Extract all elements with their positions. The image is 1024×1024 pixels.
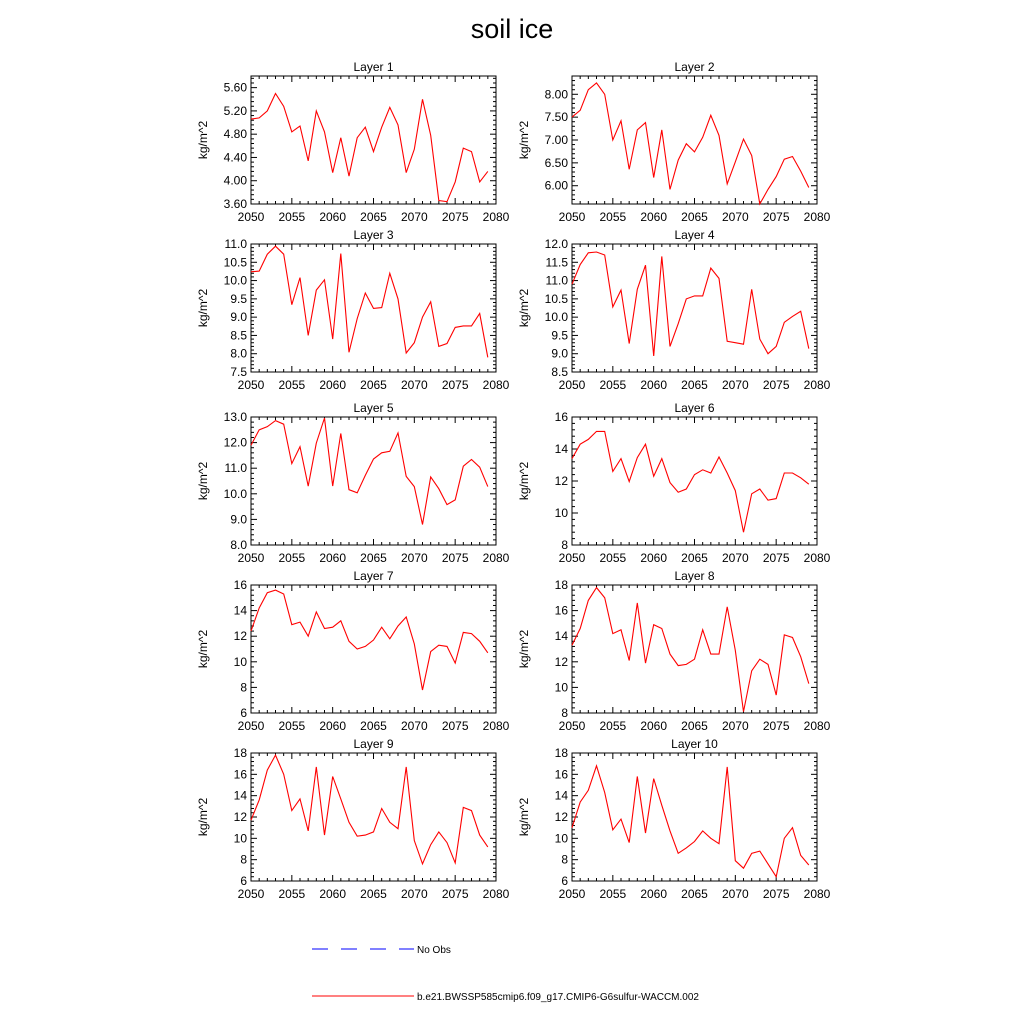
plot-frame bbox=[572, 417, 817, 545]
x-tick-label: 2065 bbox=[360, 378, 387, 392]
y-tick-label: 8 bbox=[561, 538, 568, 552]
y-tick-label: 18 bbox=[554, 578, 568, 592]
legend-label-no-obs: No Obs bbox=[417, 945, 451, 956]
x-tick-label: 2050 bbox=[558, 210, 586, 224]
y-tick-label: 8.0 bbox=[230, 346, 247, 361]
x-tick-label: 2080 bbox=[482, 378, 510, 392]
x-tick-label: 2055 bbox=[599, 551, 627, 565]
x-tick-label: 2065 bbox=[681, 887, 708, 901]
plot-frame bbox=[251, 76, 496, 204]
y-tick-label: 16 bbox=[554, 410, 568, 424]
x-tick-label: 2080 bbox=[803, 210, 831, 224]
panel-title: Layer 6 bbox=[674, 401, 715, 415]
x-tick-label: 2060 bbox=[319, 210, 347, 224]
x-tick-label: 2065 bbox=[681, 719, 708, 733]
y-axis-label: kg/m^2 bbox=[196, 797, 210, 837]
y-tick-label: 12.0 bbox=[544, 237, 568, 251]
y-tick-label: 10.0 bbox=[223, 273, 247, 288]
y-tick-label: 8 bbox=[240, 852, 247, 867]
y-tick-label: 18 bbox=[233, 746, 247, 760]
y-tick-label: 3.60 bbox=[223, 197, 247, 211]
y-tick-label: 12 bbox=[554, 810, 568, 824]
x-tick-label: 2050 bbox=[558, 719, 586, 733]
x-tick-label: 2065 bbox=[360, 719, 387, 733]
y-axis-label: kg/m^2 bbox=[196, 629, 210, 669]
plot-frame bbox=[251, 753, 496, 881]
y-tick-label: 14 bbox=[233, 788, 247, 803]
y-tick-label: 8.5 bbox=[230, 328, 247, 343]
x-tick-label: 2080 bbox=[482, 887, 510, 901]
x-tick-label: 2060 bbox=[319, 551, 347, 565]
y-tick-label: 10 bbox=[554, 506, 568, 520]
y-tick-label: 4.00 bbox=[223, 173, 247, 188]
x-tick-label: 2050 bbox=[237, 210, 265, 224]
x-tick-label: 2075 bbox=[441, 378, 469, 392]
x-tick-label: 2060 bbox=[640, 719, 668, 733]
series-line bbox=[572, 766, 809, 877]
x-tick-label: 2060 bbox=[640, 210, 668, 224]
y-tick-label: 16 bbox=[554, 767, 568, 782]
x-tick-label: 2060 bbox=[319, 719, 347, 733]
x-tick-label: 2060 bbox=[640, 378, 668, 392]
y-axis-label: kg/m^2 bbox=[196, 461, 210, 501]
y-tick-label: 6.50 bbox=[544, 155, 568, 170]
x-tick-label: 2065 bbox=[681, 551, 708, 565]
x-tick-label: 2080 bbox=[482, 719, 510, 733]
x-tick-label: 2055 bbox=[599, 210, 627, 224]
x-tick-label: 2050 bbox=[237, 887, 265, 901]
y-tick-label: 16 bbox=[233, 578, 247, 592]
plot-frame bbox=[572, 76, 817, 204]
y-tick-label: 10 bbox=[233, 654, 247, 669]
y-axis-label: kg/m^2 bbox=[517, 120, 531, 160]
y-tick-label: 10 bbox=[233, 831, 247, 846]
y-axis-label: kg/m^2 bbox=[517, 461, 531, 501]
y-tick-label: 8.5 bbox=[551, 365, 568, 379]
y-tick-label: 11.0 bbox=[224, 237, 247, 251]
x-tick-label: 2070 bbox=[400, 719, 428, 733]
x-tick-label: 2055 bbox=[278, 210, 306, 224]
y-tick-label: 18 bbox=[554, 746, 568, 760]
x-tick-label: 2050 bbox=[558, 551, 586, 565]
x-tick-label: 2060 bbox=[319, 378, 347, 392]
panel-title: Layer 4 bbox=[674, 228, 715, 242]
y-tick-label: 9.5 bbox=[551, 328, 568, 343]
panel-layer-7 bbox=[196, 569, 510, 733]
y-tick-label: 14 bbox=[233, 603, 247, 618]
x-tick-label: 2070 bbox=[400, 210, 428, 224]
y-tick-label: 6 bbox=[561, 874, 568, 888]
x-tick-label: 2075 bbox=[441, 887, 469, 901]
x-tick-label: 2065 bbox=[360, 887, 387, 901]
panel-title: Layer 8 bbox=[674, 569, 715, 583]
y-tick-label: 12.0 bbox=[223, 435, 247, 450]
x-tick-label: 2060 bbox=[640, 551, 668, 565]
series-line bbox=[251, 418, 488, 525]
x-tick-label: 2065 bbox=[681, 378, 708, 392]
y-tick-label: 16 bbox=[233, 767, 247, 782]
x-tick-label: 2070 bbox=[721, 887, 749, 901]
x-tick-label: 2065 bbox=[360, 551, 387, 565]
y-tick-label: 16 bbox=[554, 603, 568, 618]
x-tick-label: 2055 bbox=[278, 719, 306, 733]
x-tick-label: 2055 bbox=[599, 719, 627, 733]
x-tick-label: 2065 bbox=[360, 210, 387, 224]
panel-layer-3 bbox=[196, 228, 510, 392]
plot-frame bbox=[572, 753, 817, 881]
x-tick-label: 2055 bbox=[599, 378, 627, 392]
y-tick-label: 14 bbox=[554, 442, 568, 456]
panel-layer-10 bbox=[517, 737, 831, 901]
series-line bbox=[572, 83, 809, 204]
x-tick-label: 2070 bbox=[400, 551, 428, 565]
y-tick-label: 8 bbox=[561, 706, 568, 720]
x-tick-label: 2070 bbox=[400, 887, 428, 901]
x-tick-label: 2055 bbox=[278, 887, 306, 901]
y-tick-label: 5.60 bbox=[223, 80, 247, 95]
x-tick-label: 2055 bbox=[278, 551, 306, 565]
y-tick-label: 12 bbox=[554, 474, 568, 488]
x-tick-label: 2070 bbox=[721, 378, 749, 392]
legend-label-model: b.e21.BWSSP585cmip6.f09_g17.CMIP6-G6sulfur-WACCM.002 bbox=[417, 992, 699, 1003]
y-tick-label: 7.00 bbox=[544, 133, 568, 147]
y-tick-label: 7.50 bbox=[544, 110, 568, 125]
y-tick-label: 4.80 bbox=[223, 127, 247, 142]
panel-title: Layer 2 bbox=[674, 60, 715, 74]
y-tick-label: 6 bbox=[240, 874, 247, 888]
plot-frame bbox=[572, 244, 817, 372]
y-tick-label: 9.0 bbox=[230, 512, 247, 527]
y-tick-label: 10.0 bbox=[544, 310, 568, 325]
x-tick-label: 2075 bbox=[762, 887, 790, 901]
x-tick-label: 2070 bbox=[721, 210, 749, 224]
y-tick-label: 14 bbox=[554, 788, 568, 803]
x-tick-label: 2050 bbox=[558, 378, 586, 392]
x-tick-label: 2060 bbox=[640, 887, 668, 901]
y-tick-label: 10.5 bbox=[223, 255, 247, 270]
panel-layer-1 bbox=[196, 60, 510, 224]
x-tick-label: 2070 bbox=[400, 378, 428, 392]
y-tick-label: 8.00 bbox=[544, 87, 568, 102]
x-tick-label: 2050 bbox=[237, 551, 265, 565]
x-tick-label: 2070 bbox=[721, 551, 749, 565]
panel-title: Layer 5 bbox=[353, 401, 394, 415]
y-axis-label: kg/m^2 bbox=[196, 288, 210, 328]
x-tick-label: 2060 bbox=[319, 887, 347, 901]
y-tick-label: 13.0 bbox=[223, 410, 247, 424]
y-tick-label: 10.0 bbox=[223, 486, 247, 501]
series-line bbox=[251, 246, 488, 357]
y-axis-label: kg/m^2 bbox=[196, 120, 210, 160]
panel-title: Layer 9 bbox=[353, 737, 394, 751]
series-line bbox=[572, 252, 809, 356]
panel-layer-5 bbox=[196, 401, 510, 565]
main-title: soil ice bbox=[470, 14, 554, 44]
y-tick-label: 11.0 bbox=[545, 273, 568, 288]
panel-title: Layer 10 bbox=[671, 737, 718, 751]
panel-title: Layer 3 bbox=[353, 228, 394, 242]
x-tick-label: 2080 bbox=[803, 887, 831, 901]
x-tick-label: 2050 bbox=[558, 887, 586, 901]
y-tick-label: 7.5 bbox=[230, 365, 247, 379]
x-tick-label: 2075 bbox=[441, 551, 469, 565]
y-tick-label: 12 bbox=[554, 654, 568, 669]
panel-title: Layer 1 bbox=[353, 60, 394, 74]
y-tick-label: 6.00 bbox=[544, 178, 568, 193]
series-line bbox=[251, 755, 488, 864]
y-tick-label: 12 bbox=[233, 810, 247, 824]
x-tick-label: 2080 bbox=[482, 210, 510, 224]
x-tick-label: 2080 bbox=[803, 551, 831, 565]
x-tick-label: 2075 bbox=[762, 378, 790, 392]
panel-layer-9 bbox=[196, 737, 510, 901]
x-tick-label: 2055 bbox=[599, 887, 627, 901]
series-line bbox=[251, 94, 488, 202]
y-tick-label: 6 bbox=[240, 706, 247, 720]
x-tick-label: 2080 bbox=[482, 551, 510, 565]
y-tick-label: 9.5 bbox=[230, 291, 247, 306]
x-tick-label: 2075 bbox=[762, 551, 790, 565]
y-tick-label: 8.0 bbox=[230, 538, 247, 552]
y-tick-label: 14 bbox=[554, 629, 568, 644]
x-tick-label: 2055 bbox=[278, 378, 306, 392]
series-line bbox=[251, 590, 488, 690]
panel-title: Layer 7 bbox=[353, 569, 394, 583]
y-tick-label: 9.0 bbox=[551, 346, 568, 361]
series-line bbox=[572, 588, 809, 712]
panel-layer-4 bbox=[517, 228, 831, 392]
y-axis-label: kg/m^2 bbox=[517, 288, 531, 328]
panel-layer-6 bbox=[517, 401, 831, 565]
y-tick-label: 10.5 bbox=[544, 291, 568, 306]
x-tick-label: 2050 bbox=[237, 378, 265, 392]
x-tick-label: 2075 bbox=[441, 210, 469, 224]
x-tick-label: 2080 bbox=[803, 719, 831, 733]
x-tick-label: 2075 bbox=[762, 719, 790, 733]
x-tick-label: 2080 bbox=[803, 378, 831, 392]
y-axis-label: kg/m^2 bbox=[517, 629, 531, 669]
x-tick-label: 2075 bbox=[762, 210, 790, 224]
x-tick-label: 2075 bbox=[441, 719, 469, 733]
y-tick-label: 10 bbox=[554, 680, 568, 695]
plot-frame bbox=[572, 585, 817, 713]
y-tick-label: 9.0 bbox=[230, 310, 247, 325]
x-tick-label: 2070 bbox=[721, 719, 749, 733]
x-tick-label: 2050 bbox=[237, 719, 265, 733]
y-tick-label: 8 bbox=[561, 852, 568, 867]
y-tick-label: 4.40 bbox=[223, 150, 247, 165]
y-tick-label: 5.20 bbox=[223, 103, 247, 118]
y-tick-label: 10 bbox=[554, 831, 568, 846]
panel-layer-8 bbox=[517, 569, 831, 733]
y-axis-label: kg/m^2 bbox=[517, 797, 531, 837]
panel-layer-2 bbox=[517, 60, 831, 224]
y-tick-label: 11.0 bbox=[224, 461, 247, 476]
y-tick-label: 11.5 bbox=[545, 255, 568, 270]
legend bbox=[312, 945, 699, 1003]
y-tick-label: 8 bbox=[240, 680, 247, 695]
x-tick-label: 2065 bbox=[681, 210, 708, 224]
y-tick-label: 12 bbox=[233, 629, 247, 644]
series-line bbox=[572, 431, 809, 532]
